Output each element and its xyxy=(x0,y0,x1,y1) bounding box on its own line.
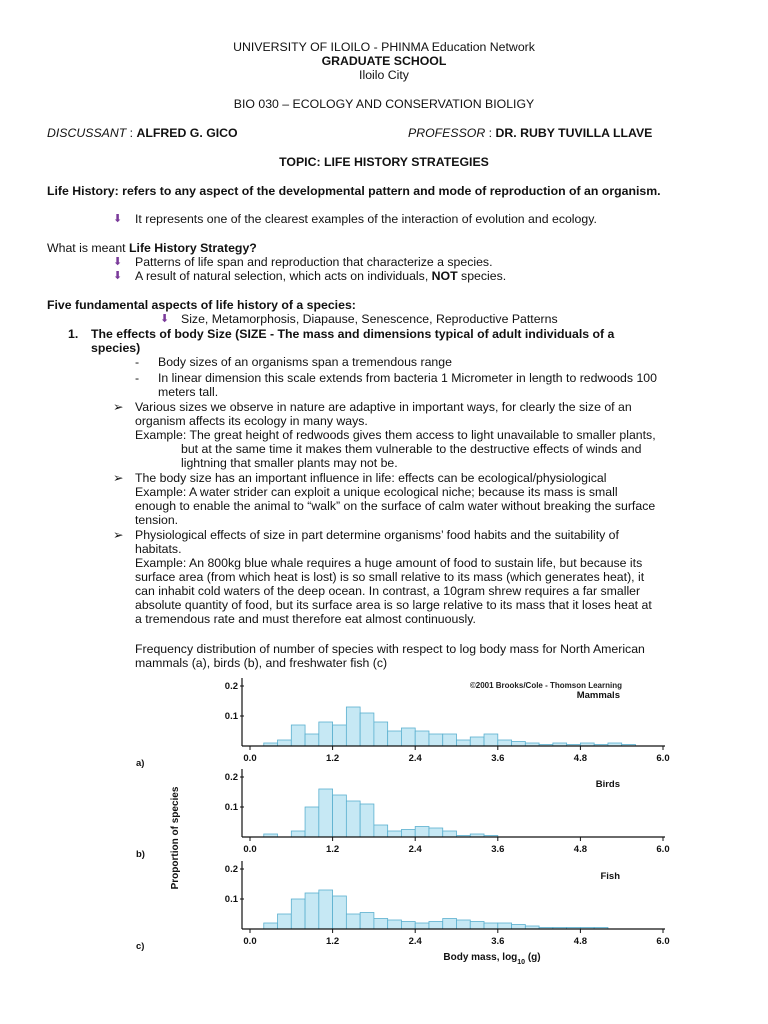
x-tick-label: 3.6 xyxy=(491,936,505,947)
histogram-bar xyxy=(319,890,333,929)
histogram-bar xyxy=(291,831,305,837)
arrow3-line-b: habitats. xyxy=(135,542,182,556)
x-tick-label: 0.0 xyxy=(243,936,257,947)
x-tick-label: 1.2 xyxy=(325,936,340,947)
y-axis-label: Proportion of species xyxy=(170,786,181,890)
histogram-bar xyxy=(319,789,333,837)
histogram-bar xyxy=(278,740,292,746)
histogram-bar xyxy=(264,923,278,929)
x-tick-label: 3.6 xyxy=(491,753,505,764)
histogram-panel-mammals xyxy=(136,678,670,769)
histogram-bar xyxy=(374,825,388,837)
histogram-bar xyxy=(305,734,319,746)
arrow-bullet-icon: ➢ xyxy=(113,400,124,414)
bullet-icon: ⬇ xyxy=(113,270,123,282)
x-tick-label: 4.8 xyxy=(573,844,588,855)
arrow3-line-a: Physiological effects of size in part determine organisms’ food habits and the suitability of xyxy=(135,528,619,542)
histogram-bar xyxy=(429,734,443,746)
bullet-icon: ⬇ xyxy=(113,213,123,225)
arrow3-line-e: can inhabit cold waters of the deep ocean. In contrast, a 10gram shrew requires a far smaller xyxy=(135,584,641,598)
life-history-definition: Life History: refers to any aspect of the developmental pattern and mode of reproduction of an organism. xyxy=(47,184,661,198)
section-title-2: species) xyxy=(91,341,141,355)
histogram-bar xyxy=(346,801,360,837)
body-mass-histogram-figure xyxy=(120,676,700,966)
strategy-bullet-1: Patterns of life span and reproduction that characterize a species. xyxy=(135,255,493,269)
arrow1-line-e: lightning that smaller plants may not be. xyxy=(181,456,398,470)
dash-item-1: Body sizes of an organisms span a tremendous range xyxy=(158,355,452,369)
histogram-panel-fish xyxy=(136,861,670,952)
discussant-name: ALFRED G. GICO xyxy=(136,126,238,140)
x-tick-label: 6.0 xyxy=(656,844,670,855)
professor-line: PROFESSOR : DR. RUBY TUVILLA LLAVE xyxy=(408,126,653,140)
discussant-line: DISCUSSANT : ALFRED G. GICO xyxy=(47,126,238,140)
y-tick-label: 0.1 xyxy=(224,894,238,905)
histogram-bar xyxy=(415,923,429,929)
arrow-bullet-icon: ➢ xyxy=(113,471,124,485)
x-tick-label: 3.6 xyxy=(491,844,505,855)
x-tick-label: 0.0 xyxy=(243,844,257,855)
life-history-bullet: It represents one of the clearest examples of the interaction of evolution and ecology. xyxy=(135,212,597,226)
section-title-1: The effects of body Size (SIZE - The mass and dimensions typical of adult individuals of a xyxy=(91,327,615,341)
arrow1-line-b: organism affects its ecology in many ways. xyxy=(135,414,368,428)
histogram-bar xyxy=(498,923,512,929)
arrow2-line-a: The body size has an important influence in life: effects can be ecological/physiological xyxy=(135,471,607,485)
arrow3-line-f: absolute quantity of food, but its surface area is so large relative to its mass that it loses heat at xyxy=(135,598,652,612)
university-name: UNIVERSITY OF ILOILO - PHINMA Education Network xyxy=(233,40,535,54)
histogram-bar xyxy=(512,742,526,747)
panel-letter: b) xyxy=(136,849,145,860)
panel-letter: c) xyxy=(136,941,145,952)
five-aspects-list: Size, Metamorphosis, Diapause, Senescence, Reproductive Patterns xyxy=(181,312,558,326)
x-axis-label: Body mass, $\log_{10} (g)$ xyxy=(443,952,541,966)
histogram-bar xyxy=(305,807,319,837)
panel-letter: a) xyxy=(136,758,145,769)
histogram-bar xyxy=(388,831,402,837)
histogram-bar xyxy=(470,737,484,746)
histogram-bar xyxy=(415,827,429,838)
freq-caption-a: Frequency distribution of number of species with respect to log body mass for North American xyxy=(135,642,645,656)
histogram-bar xyxy=(374,919,388,930)
histogram-bar xyxy=(443,831,457,837)
histogram-bar xyxy=(484,734,498,746)
x-tick-label: 6.0 xyxy=(656,753,670,764)
city: Iloilo City xyxy=(359,68,409,82)
y-tick-label: 0.1 xyxy=(224,711,238,722)
five-aspects-heading: Five fundamental aspects of life history of a species: xyxy=(47,298,356,312)
histogram-bar xyxy=(374,722,388,746)
histogram-bar xyxy=(291,725,305,746)
arrow3-line-g: a tremendous rate and must therefore eat almost continuously. xyxy=(135,612,476,626)
arrow2-line-b: Example: A water strider can exploit a unique ecological niche; because its mass is small xyxy=(135,485,618,499)
histogram-bar xyxy=(360,804,374,837)
freq-caption-b: mammals (a), birds (b), and freshwater fish (c) xyxy=(135,656,388,670)
arrow2-line-c: enough to enable the animal to “walk” on the surface of calm water without breaking the surface xyxy=(135,499,656,513)
arrow2-line-d: tension. xyxy=(135,513,179,527)
histogram-bar xyxy=(360,913,374,930)
bullet-icon: ⬇ xyxy=(113,256,123,268)
histogram-bar xyxy=(291,899,305,929)
histogram-bar xyxy=(512,925,526,930)
panel-name: Birds xyxy=(595,779,620,790)
histogram-bar xyxy=(429,828,443,837)
arrow-bullet-icon: ➢ xyxy=(113,528,124,542)
histogram-bar xyxy=(401,830,415,838)
chart-copyright: ©2001 Brooks/Cole - Thomson Learning xyxy=(469,681,622,690)
histogram-bar xyxy=(319,722,333,746)
histogram-bar xyxy=(457,920,471,929)
x-tick-label: 6.0 xyxy=(656,936,670,947)
histogram-bar xyxy=(415,731,429,746)
histogram-bar xyxy=(305,893,319,929)
panel-name: Fish xyxy=(600,871,620,882)
strategy-question: What is meant Life History Strategy? xyxy=(47,241,257,255)
topic-title: TOPIC: LIFE HISTORY STRATEGIES xyxy=(279,155,489,169)
x-tick-label: 2.4 xyxy=(408,844,422,855)
x-tick-label: 0.0 xyxy=(243,753,257,764)
x-tick-label: 2.4 xyxy=(408,936,422,947)
x-tick-label: 4.8 xyxy=(573,753,588,764)
y-tick-label: 0.2 xyxy=(224,864,238,875)
strategy-bullet-2: A result of natural selection, which acts on individuals, NOT species. xyxy=(135,269,507,283)
section-number: 1. xyxy=(68,327,79,341)
arrow1-line-d: but at the same time it makes them vulnerable to the destructive effects of winds and xyxy=(181,442,642,456)
arrow1-line-a: Various sizes we observe in nature are adaptive in important ways, for clearly the size of an xyxy=(135,400,632,414)
histogram-bar xyxy=(443,919,457,930)
histogram-bar xyxy=(443,734,457,746)
histogram-bar xyxy=(360,713,374,746)
histogram-bar xyxy=(388,920,402,929)
histogram-bar xyxy=(484,923,498,929)
dash-item-2b: meters tall. xyxy=(158,385,219,399)
x-tick-label: 1.2 xyxy=(325,753,340,764)
histogram-bar xyxy=(470,922,484,930)
professor-name: DR. RUBY TUVILLA LLAVE xyxy=(495,126,653,140)
y-tick-label: 0.2 xyxy=(224,772,238,783)
x-tick-label: 1.2 xyxy=(325,844,340,855)
histogram-bar xyxy=(278,914,292,929)
histogram-bar xyxy=(401,728,415,746)
dash-icon: - xyxy=(135,371,140,385)
histogram-bar xyxy=(429,922,443,930)
histogram-bar xyxy=(346,707,360,746)
course-title: BIO 030 – ECOLOGY AND CONSERVATION BIOLIGY xyxy=(233,97,535,111)
school-name: GRADUATE SCHOOL xyxy=(321,54,447,68)
arrow3-line-c: Example: An 800kg blue whale requires a huge amount of food to sustain life, but because its xyxy=(135,556,643,570)
y-tick-label: 0.1 xyxy=(224,802,238,813)
histogram-bar xyxy=(457,740,471,746)
histogram-bar xyxy=(388,731,402,746)
arrow1-line-c: Example: The great height of redwoods gives them access to light unavailable to smaller plants, xyxy=(135,428,656,442)
histogram-bar xyxy=(333,896,347,929)
arrow3-line-d: surface area (from which heat is lost) is so small relative to its mass (which generates heat), it xyxy=(135,570,645,584)
panel-name: Mammals xyxy=(576,690,620,701)
y-tick-label: 0.2 xyxy=(224,681,238,692)
dash-icon: - xyxy=(135,355,140,369)
histogram-bar xyxy=(498,740,512,746)
histogram-bar xyxy=(401,922,415,930)
x-tick-label: 4.8 xyxy=(573,936,588,947)
histogram-bar xyxy=(333,725,347,746)
bullet-icon: ⬇ xyxy=(160,313,170,325)
histogram-bar xyxy=(346,914,360,929)
x-tick-label: 2.4 xyxy=(408,753,422,764)
histogram-bar xyxy=(333,795,347,837)
dash-item-2a: In linear dimension this scale extends from bacteria 1 Micrometer in length to redwoods 100 xyxy=(158,371,657,385)
histogram-panel-birds xyxy=(136,769,670,860)
